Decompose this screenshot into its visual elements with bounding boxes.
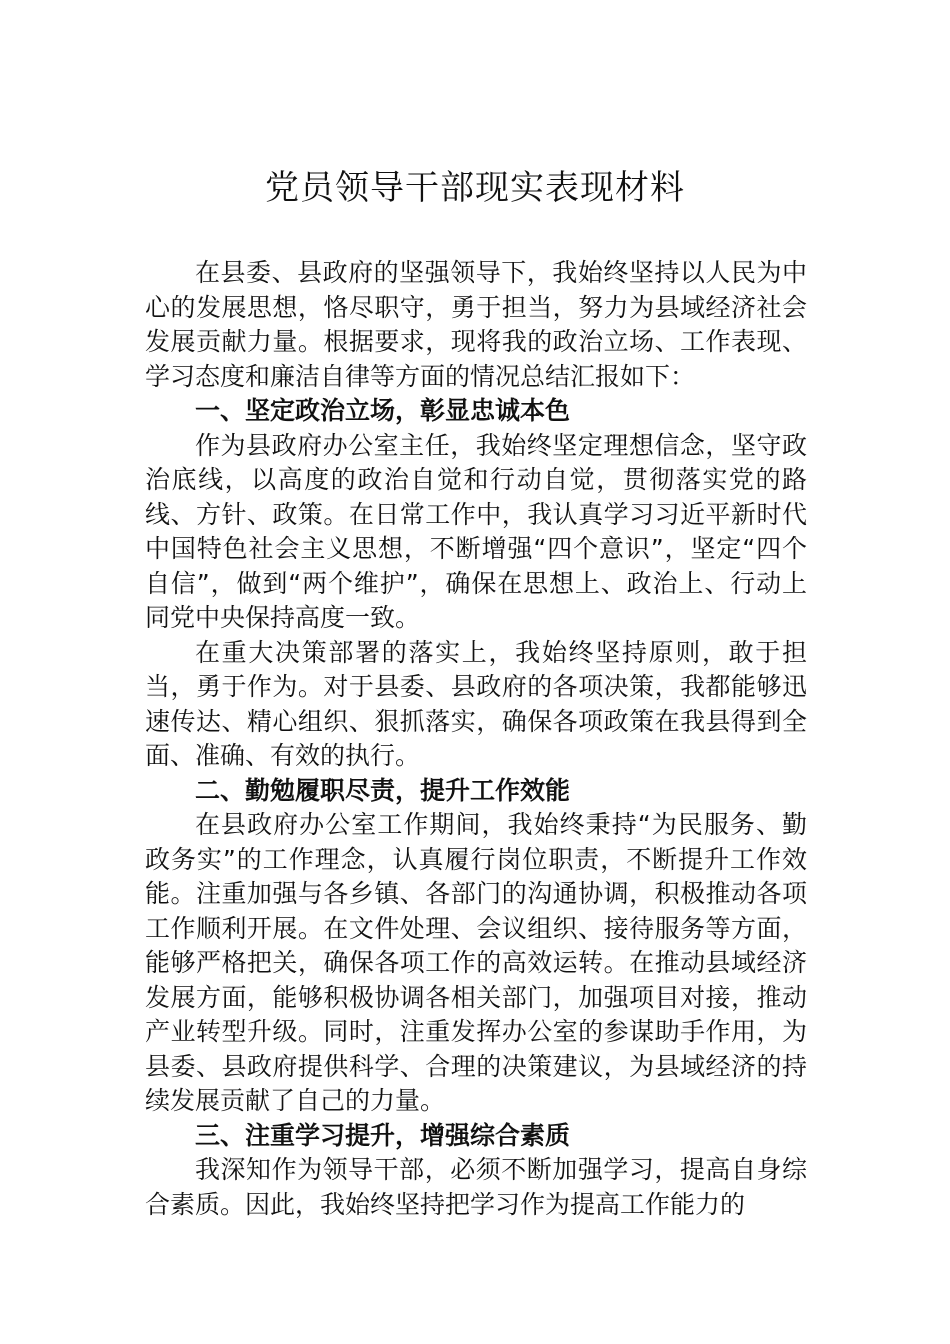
section-heading-3: 三、注重学习提升，增强综合素质 <box>195 1120 571 1150</box>
document-body <box>145 256 807 1222</box>
section-3-paragraph-1: 我深知作为领导干部，必须不断加强学习，提高自身综合素质。因此，我始终坚持把学习作为提高工作能力的 <box>145 1155 807 1219</box>
section-heading-1: 一、坚定政治立场，彰显忠诚本色 <box>195 396 571 425</box>
intro-paragraph: 在县委、县政府的坚强领导下，我始终坚持以人民为中心的发展思想，恪尽职守，勇于担当，努力为县域经济社会发展贡献力量。根据要求，现将我的政治立场、工作表现、学习态度和廉洁自律等方面的情况总结汇报如下： <box>145 258 807 391</box>
section-2-paragraph-1: 在县政府办公室工作期间，我始终秉持“为民服务、勤政务实”的工作理念，认真履行岗位职责，不断提升工作效能。注重加强与各乡镇、各部门的沟通协调，积极推动各项工作顺利开展。在文件处理、会议组织、接待服务等方面，能够严格把关，确保各项工作的高效运转。在推动县域经济发展方面，能够积极协调各相关部门，加强项目对接，推动产业转型升级。同时，注重发挥办公室的参谋助手作用，为县委、县政府提供科学、合理的决策建议，为县域经济的持续发展贡献了自己的力量。 <box>145 810 807 1115</box>
section-1-paragraph-2: 在重大决策部署的落实上，我始终坚持原则，敢于担当，勇于作为。对于县委、县政府的各项决策，我都能够迅速传达、精心组织、狠抓落实，确保各项政策在我县得到全面、准确、有效的执行。 <box>145 637 807 770</box>
section-heading-2: 二、勤勉履职尽责，提升工作效能 <box>195 775 571 805</box>
section-1-paragraph-1: 作为县政府办公室主任，我始终坚定理想信念，坚守政治底线，以高度的政治自觉和行动自觉，贯彻落实党的路线、方针、政策。在日常工作中，我认真学习习近平新时代中国特色社会主义思想，不断增强“四个意识”，坚定“四个自信”，做到“两个维护”，确保在思想上、政治上、行动上同党中央保持高度一致。 <box>145 430 807 632</box>
document-title: 党员领导干部现实表现材料 <box>265 168 685 208</box>
